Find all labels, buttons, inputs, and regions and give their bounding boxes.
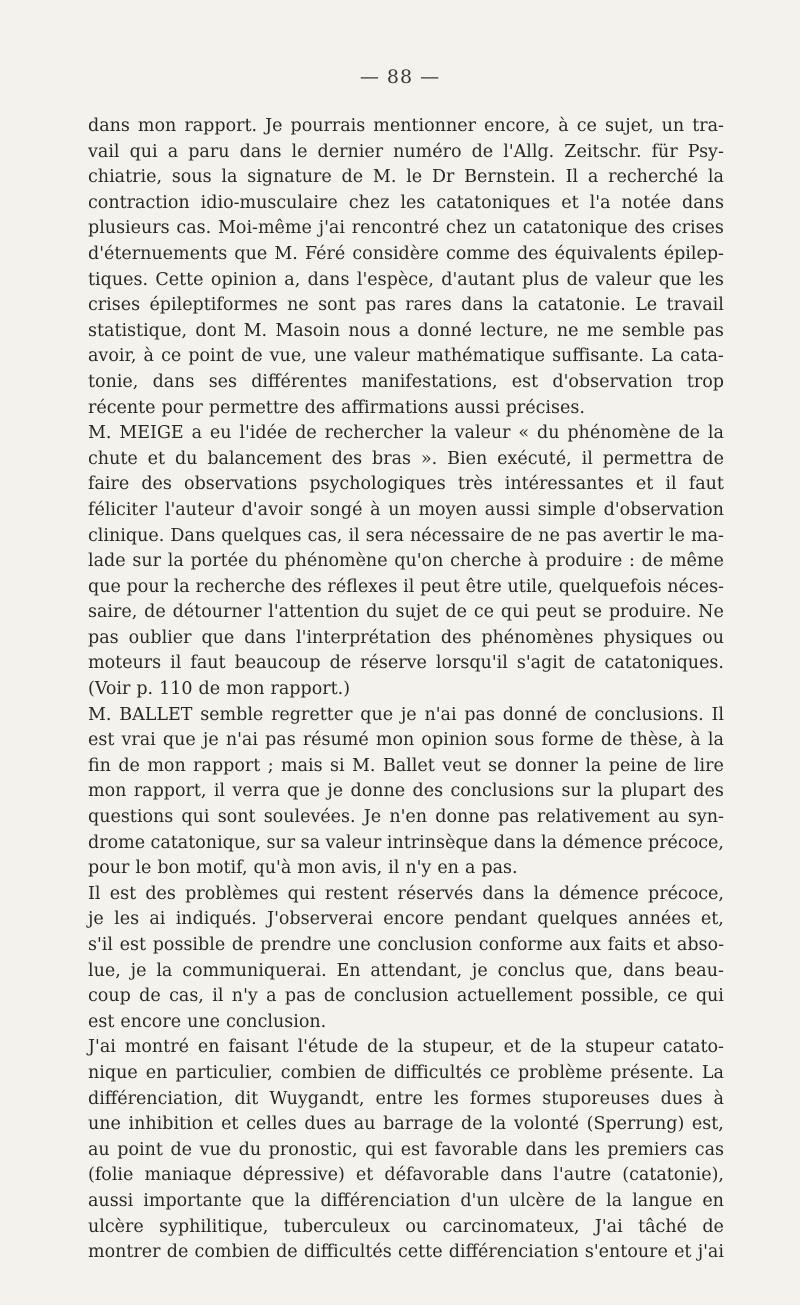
text-line: est encore une conclusion. xyxy=(88,1011,327,1032)
text-line: aussi importante que la différenciation d'un ulcère de la langue en xyxy=(88,1190,724,1211)
text-line: coup de cas, il n'y a pas de conclusion actuellement possible, ce qui xyxy=(88,986,724,1007)
text-line: montrer de combien de difficultés cette différenciation s'entoure et j'ai xyxy=(88,1242,724,1263)
text-line: lue, je la communiquerai. En attendant, je conclus que, dans beau- xyxy=(88,960,724,981)
text-line: crises épileptiformes ne sont pas rares dans la catatonie. Le travail xyxy=(88,295,724,316)
text-line: moteurs il faut beaucoup de réserve lorsqu'il s'agit de catatoniques. xyxy=(88,653,724,674)
text-line: M. MEIGE a eu l'idée de rechercher la valeur « du phénomène de la xyxy=(88,423,724,444)
text-line: différenciation, dit Wuygandt, entre les formes stuporeuses dues à xyxy=(88,1088,724,1109)
text-line: questions qui sont soulevées. Je n'en donne pas relativement au syn- xyxy=(88,807,724,828)
text-line: lade sur la portée du phénomène qu'on cherche à produire : de même xyxy=(88,551,724,572)
text-line: faire des observations psychologiques très intéressantes et il faut xyxy=(88,474,724,495)
text-line: au point de vue du pronostic, qui est favorable dans les premiers cas xyxy=(88,1139,724,1160)
text-line: tonie, dans ses différentes manifestations, est d'observation trop xyxy=(88,371,724,392)
text-line: vail qui a paru dans le dernier numéro de l'Allg. Zeitschr. für Psy- xyxy=(88,141,724,162)
text-line: récente pour permettre des affirmations aussi précises. xyxy=(88,397,585,418)
text-line: féliciter l'auteur d'avoir songé à un moyen aussi simple d'observation xyxy=(88,499,724,520)
text-line: nique en particulier, combien de difficultés ce problème présente. La xyxy=(88,1062,724,1083)
text-line: pour le bon motif, qu'à mon avis, il n'y en a pas. xyxy=(88,858,518,879)
text-line: plusieurs cas. Moi-même j'ai rencontré chez un catatonique des crises xyxy=(88,218,724,239)
text-line: Il est des problèmes qui restent réservés dans la démence précoce, xyxy=(88,883,724,904)
text-line: fin de mon rapport ; mais si M. Ballet veut se donner la peine de lire xyxy=(88,755,724,776)
text-line: statistique, dont M. Masoin nous a donné lecture, ne me semble pas xyxy=(88,320,724,341)
text-line: clinique. Dans quelques cas, il sera nécessaire de ne pas avertir le ma- xyxy=(88,525,724,546)
text-line: une inhibition et celles dues au barrage de la volonté (Sperrung) est, xyxy=(88,1114,724,1135)
text-line: (folie maniaque dépressive) et défavorable dans l'autre (catatonie), xyxy=(88,1165,724,1186)
text-line: chiatrie, sous la signature de M. le Dr Bernstein. Il a recherché la xyxy=(88,167,724,188)
text-line: tiques. Cette opinion a, dans l'espèce, d'autant plus de valeur que les xyxy=(88,269,724,290)
text-line: que pour la recherche des réflexes il peut être utile, quelquefois néces- xyxy=(88,576,724,597)
text-line: contraction idio-musculaire chez les catatoniques et l'a notée dans xyxy=(88,192,724,213)
text-line: avoir, à ce point de vue, une valeur mathématique suffisante. La cata- xyxy=(88,346,724,367)
body-text xyxy=(88,114,724,1266)
text-line: pas oublier que dans l'interprétation des phénomènes physiques ou xyxy=(88,627,724,648)
text-line: ulcère syphilitique, tuberculeux ou carcinomateux, J'ai tâché de xyxy=(88,1216,724,1237)
text-line: J'ai montré en faisant l'étude de la stupeur, et de la stupeur catato- xyxy=(88,1037,724,1058)
text-line: (Voir p. 110 de mon rapport.) xyxy=(88,679,351,700)
text-line: mon rapport, il verra que je donne des conclusions sur la plupart des xyxy=(88,781,724,802)
text-line: M. BALLET semble regretter que je n'ai pas donné de conclusions. Il xyxy=(88,704,724,725)
text-line: dans mon rapport. Je pourrais mentionner encore, à ce sujet, un tra- xyxy=(88,116,724,136)
text-line: chute et du balancement des bras ». Bien exécuté, il permettra de xyxy=(88,448,724,469)
page-number: — 88 — xyxy=(359,66,441,88)
text-line: d'éternuements que M. Féré considère comme des équivalents épilep- xyxy=(88,243,724,264)
text-line: s'il est possible de prendre une conclusion conforme aux faits et abso- xyxy=(88,935,724,955)
text-line: drome catatonique, sur sa valeur intrinsèque dans la démence précoce, xyxy=(88,832,724,853)
text-line: saire, de détourner l'attention du sujet de ce qui peut se produire. Ne xyxy=(88,602,724,623)
text-line: je les ai indiqués. J'observerai encore pendant quelques années et, xyxy=(88,909,724,930)
text-line: est vrai que je n'ai pas résumé mon opinion sous forme de thèse, à la xyxy=(88,730,724,751)
